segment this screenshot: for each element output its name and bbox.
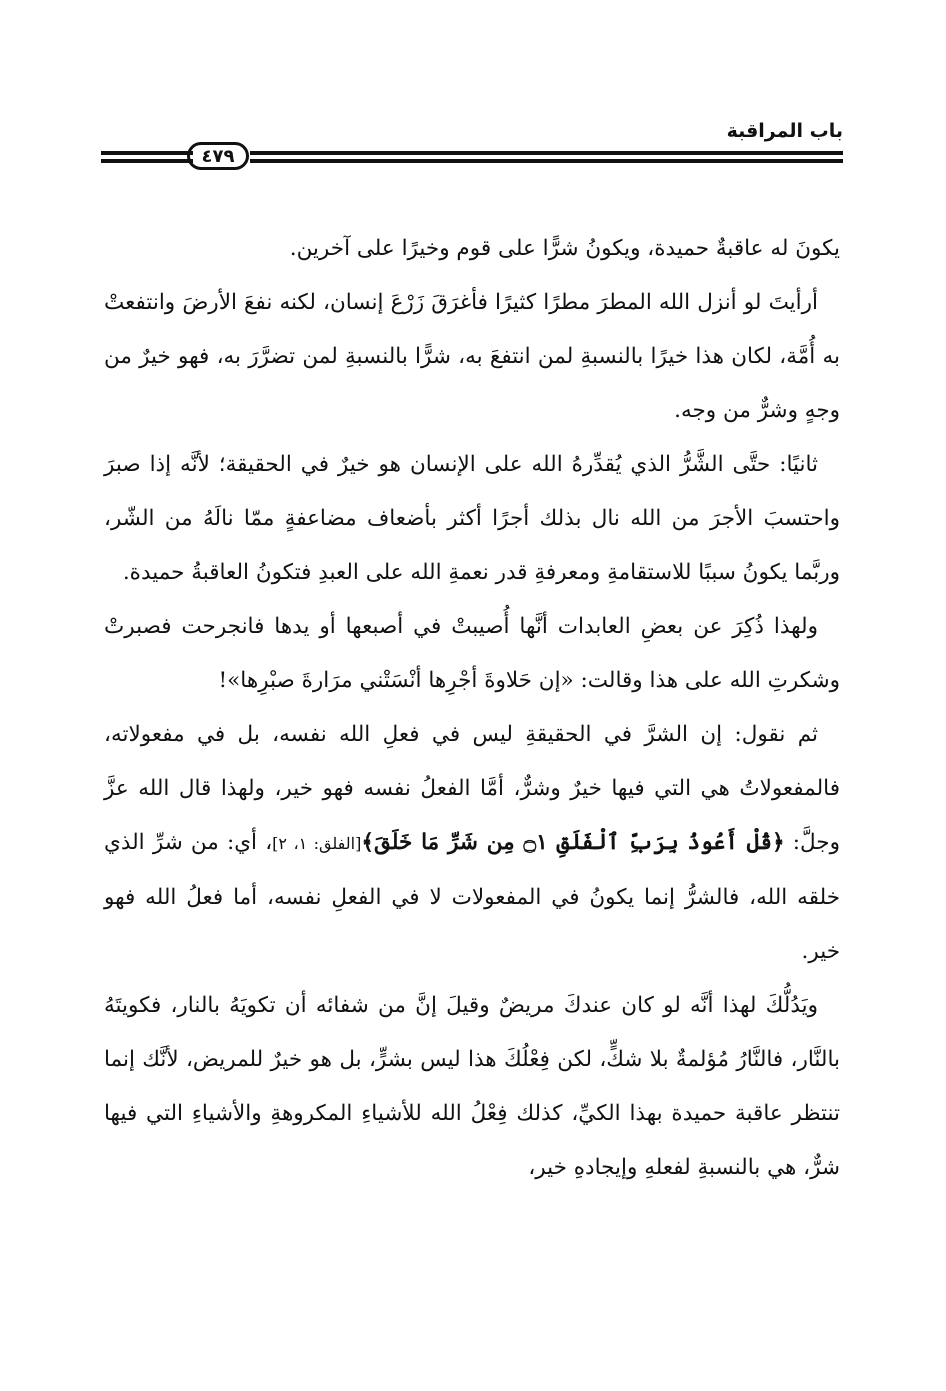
chapter-title: باب المراقبة xyxy=(726,120,843,142)
page-number: ٤٧٩ xyxy=(187,142,249,170)
quran-verse: ﴿قُلْ أَعُوذُ بِرَبِّ ٱلْفَلَقِ ۝١ مِن شَرِّ مَا خَلَقَ﴾ xyxy=(361,830,785,855)
page-header xyxy=(95,120,843,190)
paragraph-5 xyxy=(104,708,840,979)
page-body xyxy=(104,222,840,1195)
verse-reference: [الفلق: ١، ٢] xyxy=(272,834,362,853)
header-rule-right xyxy=(250,151,843,165)
paragraph-2: أرأيتَ لو أنزل الله المطرَ مطرًا كثيرًا فأغرَقَ زَرْعَ إنسان، لكنه نفعَ الأرضَ وانتفعتْ به أُمَّة، لكان هذا خيرًا بالنسبةِ لمن انتفعَ به، شرًّا بالنسبةِ لمن تضرَّرَ به، فهو خيرٌ من وجهٍ وشرٌّ من وجه. xyxy=(104,290,840,423)
paragraph-3: ثانيًا: حتَّى الشَّرُّ الذي يُقدِّرهُ الله على الإنسان هو خيرٌ في الحقيقة؛ لأنَّه إذا صبرَ واحتسبَ الأجرَ من الله نال بذلك أجرًا أكثر بأضعاف مضاعفةٍ ممّا نالَهُ من الشّر، وربَّما يكونُ سببًا للاستقامةِ ومعرفةِ قدر نعمةِ الله على العبدِ فتكونُ العاقبةُ حميدة. xyxy=(104,452,840,585)
paragraph-1: يكونَ له عاقبةٌ حميدة، ويكونُ شرًّا على قوم وخيرًا على آخرين. xyxy=(289,236,840,261)
header-rule-left xyxy=(101,151,193,165)
paragraph-5-text-start: ثم نقول: إن الشرَّ في الحقيقةِ ليس في فعلِ الله نفسه، بل في مفعولاته، فالمفعولاتُ هي التي فيها خيرٌ وشرٌّ، أمَّا الفعلُ نفسه فهو خير، ولهذا قال الله عزَّ وجلَّ: xyxy=(104,722,840,855)
paragraph-6: ويَدُلُّكَ لهذا أنَّه لو كان عندكَ مريضٌ وقيلَ إنَّ من شفائه أن تكويَهُ بالنار، فكويتَهُ بالنَّار، فالنَّارُ مُؤلمةٌ بلا شكٍّ، لكن فِعْلُكَ هذا ليس بشرٍّ، بل هو خيرٌ للمريض، لأنَّك إنما تنتظر عاقبة حميدة بهذا الكيِّ، كذلك فِعْلُ الله للأشياءِ المكروهةِ والأشياءِ التي فيها شرٌّ، هي بالنسبةِ لفعلهِ وإيجادهِ خير، xyxy=(104,993,840,1180)
paragraph-4: ولهذا ذُكِرَ عن بعضِ العابدات أنَّها أُصيبتْ في أصبعها أو يدها فانجرحت فصبرتْ وشكرتِ الله على هذا وقالت: «إن حَلاوةَ أجْرِها أنْسَتْني مرَارةَ صبْرِها»! xyxy=(104,614,840,693)
paragraph-5-text-end: ، أي: من شرِّ الذي خلقه الله، فالشرُّ إنما يكونُ في المفعولات لا في الفعلِ نفسه، أما فعلُ الله فهو خير. xyxy=(104,830,840,964)
